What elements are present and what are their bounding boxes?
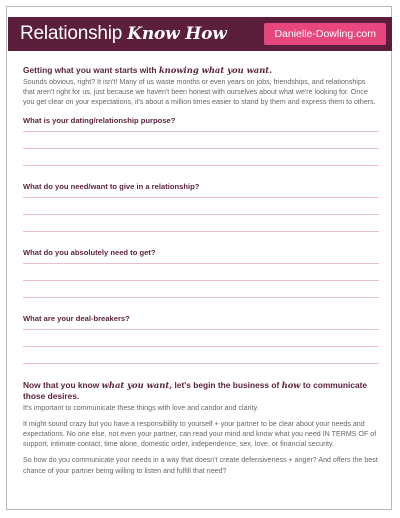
answer-lines xyxy=(23,329,379,364)
answer-line[interactable] xyxy=(23,131,379,132)
intro-heading-text: Getting what you want starts with xyxy=(23,65,157,75)
answer-line[interactable] xyxy=(23,197,379,198)
question-get: What do you absolutely need to get? xyxy=(23,247,156,257)
worksheet-page xyxy=(6,6,392,510)
answer-line[interactable] xyxy=(23,214,379,215)
site-link[interactable]: Danielle-Dowling.com xyxy=(264,23,386,45)
closing-heading-script: what you want, xyxy=(101,379,173,390)
closing-para-3: So how do you communicate your needs in a way that doesn't create defensiveness + anger? And offers the best chance of your partner being willing to listen and fulfill that need? xyxy=(23,456,378,475)
answer-line[interactable] xyxy=(23,363,379,364)
intro-heading-script: knowing what you want. xyxy=(158,65,273,75)
closing-para-1: It's important to communicate these things with love and candor and clarity. xyxy=(23,403,259,412)
intro-body: Sounds obvious, right? It isn't! Many of us waste months or even years on jobs, friendships, and relationships that aren't right for us, just because we haven't been honest with ourselves about what we're looking for. Once you get clear on your expectations, it's about a million times easier to stand by them and express them to others. xyxy=(23,78,376,107)
answer-line[interactable] xyxy=(23,148,379,149)
question-deal-breakers: What are your deal-breakers? xyxy=(23,313,130,323)
answer-lines xyxy=(23,263,379,298)
brand-main: Relationship xyxy=(20,23,123,44)
answer-line[interactable] xyxy=(23,297,379,298)
closing-heading xyxy=(23,380,379,402)
brand-title xyxy=(20,23,227,45)
answer-line[interactable] xyxy=(23,165,379,166)
closing-heading-script: how xyxy=(281,379,301,390)
intro-heading xyxy=(23,65,379,76)
question-give: What do you need/want to give in a relationship? xyxy=(23,181,200,191)
answer-lines xyxy=(23,131,379,166)
header-bar xyxy=(8,17,392,51)
closing-heading-part: to communicate those desires. xyxy=(23,379,368,401)
closing-heading-part: let's begin the business of xyxy=(174,379,280,390)
answer-line[interactable] xyxy=(23,280,379,281)
answer-lines xyxy=(23,197,379,232)
brand-script: Know How xyxy=(127,24,227,44)
answer-line[interactable] xyxy=(23,329,379,330)
closing-para-2: It might sound crazy but you have a responsibility to yourself + your partner to be clear about your needs and expectations. No one else, not even your partner, can read your mind and know what you need IN TERMS OF of support, intimate contact, time alone, domestic order, independence, sex, love, or financial security. xyxy=(23,419,377,449)
answer-line[interactable] xyxy=(23,263,379,264)
closing-heading-part: Now that you know xyxy=(23,379,100,390)
content xyxy=(23,65,379,476)
question-purpose: What is your dating/relationship purpose? xyxy=(23,115,176,125)
answer-line[interactable] xyxy=(23,346,379,347)
answer-line[interactable] xyxy=(23,231,379,232)
